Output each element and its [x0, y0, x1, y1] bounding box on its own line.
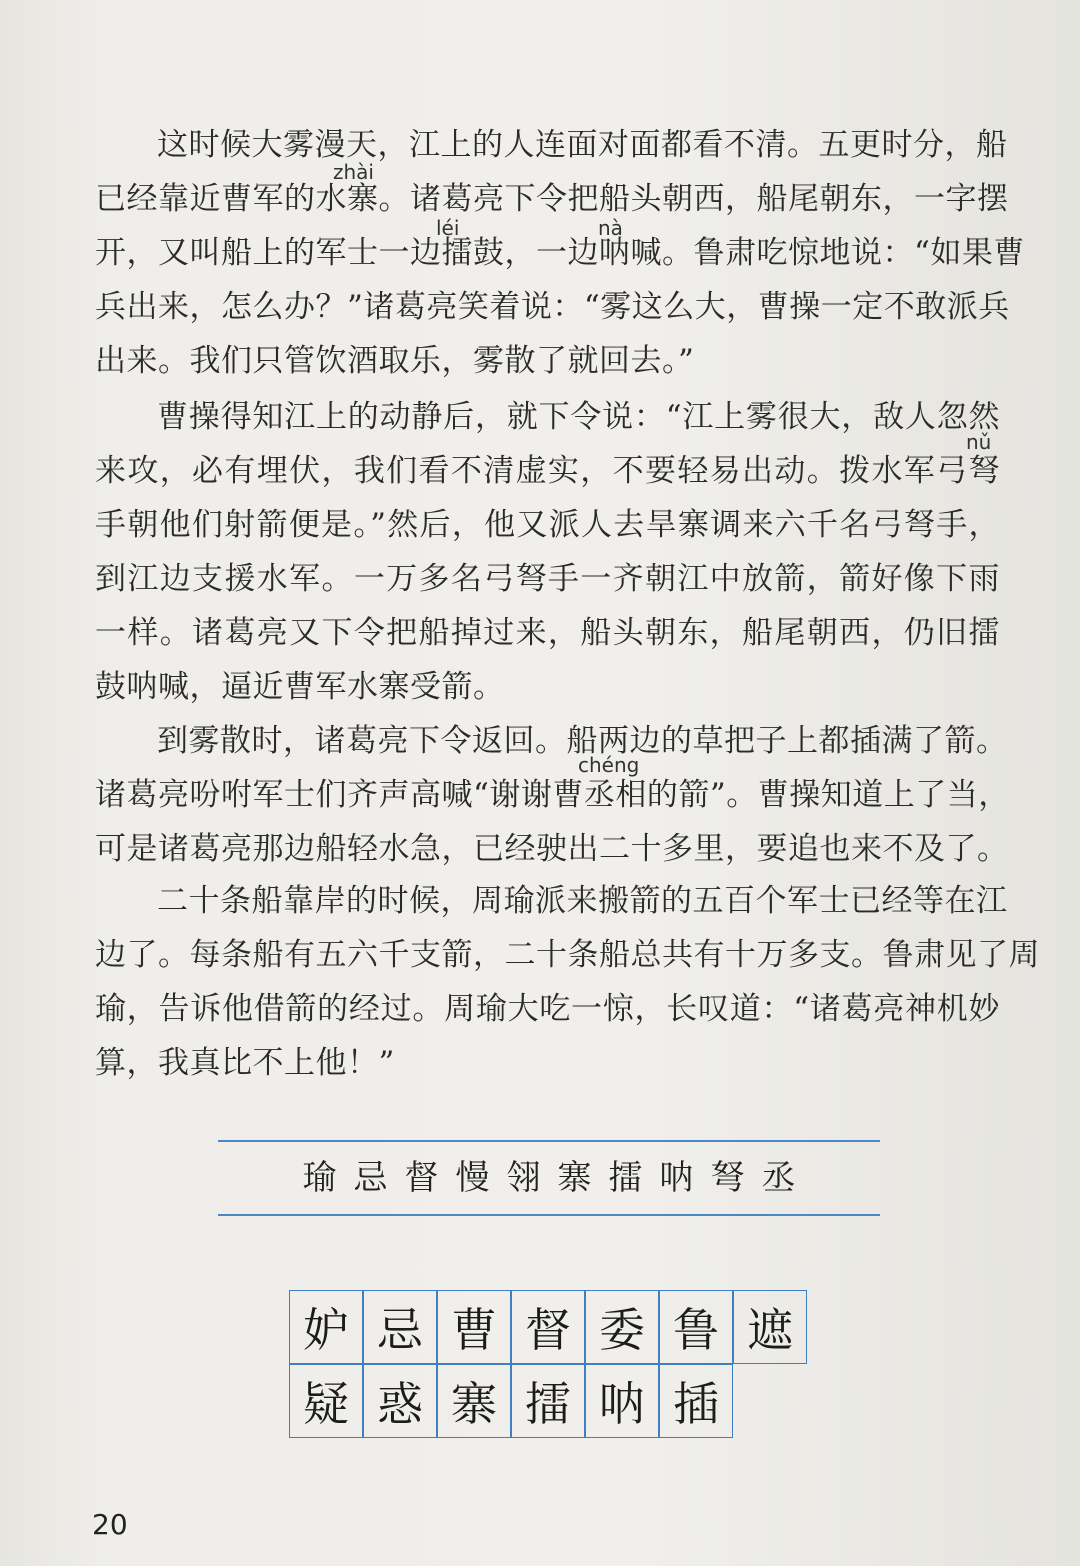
vocab-characters: 瑜忌督慢翎寨擂呐弩丞: [302, 1158, 813, 1198]
grid-cell: 忌: [363, 1290, 437, 1364]
grid-cell: 遮: [733, 1290, 807, 1364]
pinyin-lei: léi: [436, 216, 460, 240]
text-line: 鼓呐喊，逼近曹军水寨受箭。: [95, 669, 505, 705]
text-line: 这时候大雾漫天，江上的人连面对面都看不清。五更时分，船: [157, 127, 1008, 163]
text-line: 算，我真比不上他！”: [95, 1045, 395, 1081]
text-line: 来攻，必有埋伏，我们看不清虚实，不要轻易出动。拨水军弓弩: [95, 453, 1000, 489]
pinyin-na: nà: [598, 216, 623, 240]
paragraph-1: [95, 118, 1025, 388]
text-line: 到江边支援水军。一万多名弓弩手一齐朝江中放箭，箭好像下雨: [95, 561, 1000, 597]
grid-cell: 督: [511, 1290, 585, 1364]
text-line: 瑜，告诉他借箭的经过。周瑜大吃一惊，长叹道：“诸葛亮神机妙: [95, 991, 1000, 1027]
grid-cell: 擂: [511, 1364, 585, 1438]
text-line: 一样。诸葛亮又下令把船掉过来，船头朝东，船尾朝西，仍旧擂: [95, 615, 1000, 651]
page-number: 20: [92, 1508, 128, 1541]
grid-cell: 妒: [289, 1290, 363, 1364]
grid-cell: 疑: [289, 1364, 363, 1438]
text-line: 诸葛亮吩咐军士们齐声高喊“谢谢曹丞相的箭”。曹操知道上了当，: [95, 777, 1010, 813]
pinyin-nu: nǔ: [966, 430, 992, 454]
text-line: 出来。我们只管饮酒取乐，雾散了就回去。”: [95, 343, 695, 379]
text-line: 曹操得知江上的动静后，就下令说：“江上雾很大，敌人忽然: [157, 399, 1000, 435]
text-line: 边了。每条船有五六千支箭，二十条船总共有十万多支。鲁肃见了周: [95, 937, 1040, 973]
grid-cell-empty: [733, 1364, 807, 1438]
text-line: 兵出来，怎么办？”诸葛亮笑着说：“雾这么大，曹操一定不敢派兵: [95, 289, 1010, 325]
grid-cell: 鲁: [659, 1290, 733, 1364]
character-writing-grid: [289, 1290, 807, 1438]
grid-cell: 惑: [363, 1364, 437, 1438]
text-line: 开，又叫船上的军士一边擂鼓，一边呐喊。鲁肃吃惊地说：“如果曹: [95, 235, 1025, 271]
pinyin-cheng: chéng: [578, 753, 640, 777]
text-line: 已经靠近曹军的水寨。诸葛亮下令把船头朝西，船尾朝东，一字摆: [95, 181, 1009, 217]
paragraph-4: [95, 874, 1040, 1090]
grid-cell: 插: [659, 1364, 733, 1438]
paragraph-2: [95, 390, 1000, 714]
vocab-rule-bottom: [218, 1214, 880, 1216]
text-line: 可是诸葛亮那边船轻水急，已经驶出二十多里，要追也来不及了。: [95, 831, 1009, 867]
grid-cell: 寨: [437, 1364, 511, 1438]
paragraph-3: [95, 714, 1010, 876]
vocabulary-box: [218, 1140, 880, 1216]
text-line: 到雾散时，诸葛亮下令返回。船两边的草把子上都插满了箭。: [157, 723, 1008, 759]
pinyin-zhai: zhài: [333, 160, 374, 184]
grid-cell: 曹: [437, 1290, 511, 1364]
grid-cell: 委: [585, 1290, 659, 1364]
text-line: 二十条船靠岸的时候，周瑜派来搬箭的五百个军士已经等在江: [157, 883, 1008, 919]
grid-cell: 呐: [585, 1364, 659, 1438]
text-line: 手朝他们射箭便是。”然后，他又派人去旱寨调来六千名弓弩手，: [95, 507, 1000, 543]
